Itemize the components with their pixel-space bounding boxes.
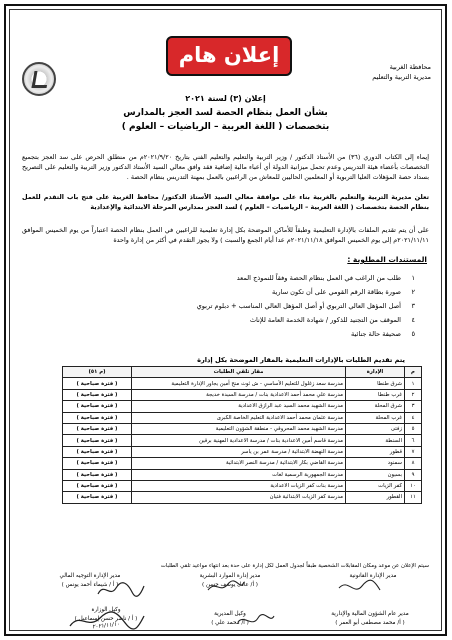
interview-notice: سيتم الإعلان عن موعد ومكان المقابلات الشخصية طبقاً لجدول العمل لكل إدارة على حدة بعد انتهاء مواعيد تلقي الطلبات (160, 563, 429, 569)
row-number: ٤ (405, 412, 422, 423)
row-note: ( فترة صباحية ) (63, 458, 132, 469)
table-row (63, 458, 422, 469)
row-number: ٢ (405, 389, 422, 400)
handwritten-signature-icon (66, 610, 146, 632)
table-header-row (63, 367, 422, 378)
requirement-item: ٥صحيفة حالة جنائية (351, 330, 415, 338)
row-administration: غرب المحلة (346, 412, 405, 423)
row-locations: مدرسة كفر الزيات الابتدائية فتيان (132, 492, 346, 503)
requirement-item: ٢صورة بطاقة الرقم القومي على أن تكون سارية (272, 288, 415, 296)
row-administration: غرب طنطا (346, 389, 405, 400)
signature-finance-admin: مدير عام الشؤون المالية والإدارية ( أ/ محمد مصطفى أبو العمر ) (331, 611, 409, 626)
requirements-list (35, 271, 415, 341)
row-locations: مدرسة الشهيد محمد المحروقي - منطقة الشؤون التعليمية (132, 423, 346, 434)
col-locations: مقار تلقي الطلبات (132, 367, 346, 378)
row-number: ١٠ (405, 480, 422, 491)
row-note: ( فترة صباحية ) (63, 412, 132, 423)
row-administration: السنطة (346, 435, 405, 446)
signature-hr: مدير إدارة الموارد البشرية ( أ/ عادل يوسف حسن ) (199, 573, 261, 588)
table-row (63, 469, 422, 480)
table-row (63, 389, 422, 400)
submission-locations-table (62, 366, 422, 504)
col-notes: (م ٥١) (63, 367, 132, 378)
announcement-specialties: بتخصصات ( اللغة العربية – الرياضيات – العلوم ) (121, 122, 330, 132)
row-number: ٩ (405, 469, 422, 480)
signature-finance-guidance: مدير الإدارة التوجيه المالي ( أ / شيماء أحمد يونس ) (59, 573, 121, 588)
directorate-label: مديرية التربية والتعليم (372, 73, 431, 81)
signature-deputy-directorate: وكيل المديرية ( أ/ محمد علي ) (211, 611, 249, 626)
handwritten-signature-icon (206, 578, 246, 596)
row-locations: مدرسة القاضي بكار الابتدائية / مدرسة النصر الابتدائية (132, 458, 346, 469)
row-administration: شرق طنطا (346, 378, 405, 389)
table-row (63, 423, 422, 434)
row-note: ( فترة صباحية ) (63, 435, 132, 446)
ministry-logo-icon (22, 62, 56, 96)
table-row (63, 401, 422, 412)
document-titles (66, 92, 385, 134)
row-locations: مدرسة الجمهورية الرسمية لغات (132, 469, 346, 480)
row-administration: بسيون (346, 469, 405, 480)
table-row (63, 378, 422, 389)
row-locations: مدرسة بنات كفر الزيات الاعدادية (132, 480, 346, 491)
table-row (63, 480, 422, 491)
paragraph-dates: على أن يتم تقديم الملفات بالإدارة التعليمية وطبقاً للأماكن الموضحة بكل إدارة تعليمية للراغبين في العمل بنظام الحصة اعتباراً من يوم الخميس الموافق ٢٠٢١/١١/١١م إلى يوم الخميس الموافق ٢٠٢١/١١/١٨م عدا أيام الجمع والسبت ) ولا يجوز التقدم في أكثر من إدارة واحدة (22, 226, 429, 244)
announcement-number: إعلان (٣) لسنة ٢٠٢١ (185, 94, 266, 103)
requirement-item: ٣أصل المؤهل العالي التربوي أو أصل المؤهل العالي المناسب + دبلوم تربوي (196, 302, 415, 310)
row-note: ( فترة صباحية ) (63, 389, 132, 400)
row-note: ( فترة صباحية ) (63, 423, 132, 434)
row-locations: مدرسة النهضة الابتدائية / مدرسة عمر بن ياسر (132, 446, 346, 457)
col-administration: الإدارة (346, 367, 405, 378)
requirement-item: ٤الموقف من التجنيد للذكور / شهادة الخدمة العامة للإناث (249, 316, 415, 324)
table-body (63, 378, 422, 503)
row-locations: مدرسة قاسم أمين الاعدادية بنات / مدرسة الاعدادية المهنية برقين (132, 435, 346, 446)
row-locations: مدرسة عثمان محمد أحمد الاعدادية التعليم الخاصة الكبرى (132, 412, 346, 423)
handwritten-date: ٢٠٢١/١١/١٠ (91, 621, 121, 631)
row-administration: كفر الزيات (346, 480, 405, 491)
row-administration: زفتى (346, 423, 405, 434)
table-row (63, 446, 422, 457)
row-locations: مدرسة الشهيد محمد السيد عبد الرازق الاعدادية (132, 401, 346, 412)
announcement-banner: إعلان هام (166, 36, 292, 76)
announcement-subject: بشأن العمل بنظام الحصة لسد العجز بالمدارس (123, 108, 328, 118)
document-page (4, 4, 447, 636)
row-administration: سمنود (346, 458, 405, 469)
row-note: ( فترة صباحية ) (63, 492, 132, 503)
signature-undersecretary: وكيل الوزارة ( أ / ناصر حسن إسماعيل ) (74, 607, 138, 622)
row-note: ( فترة صباحية ) (63, 401, 132, 412)
header-authority (372, 62, 431, 82)
row-note: ( فترة صباحية ) (63, 480, 132, 491)
row-note: ( فترة صباحية ) (63, 446, 132, 457)
table-row (63, 492, 422, 503)
requirements-title: المستندات المطلوبة : (347, 255, 427, 264)
handwritten-signature-icon (236, 612, 276, 630)
signature-legal: مدير الإدارة القانونية (349, 573, 397, 579)
row-number: ٧ (405, 446, 422, 457)
handwritten-signature-icon (96, 580, 146, 600)
row-number: ١١ (405, 492, 422, 503)
table-row (63, 435, 422, 446)
row-number: ٣ (405, 401, 422, 412)
table-row (63, 412, 422, 423)
requirement-item: ١طلب من الراغب في العمل بنظام الحصة وفقاً للنموذج المعد (236, 274, 415, 282)
row-administration: شرق المحلة (346, 401, 405, 412)
governorate-label: محافظة الغربية (389, 63, 431, 71)
table-title: يتم تقديم الطلبات بالإدارات التعليمية بالمقار الموضحة بكل إدارة (197, 356, 405, 364)
row-number: ٨ (405, 458, 422, 469)
row-number: ٦ (405, 435, 422, 446)
row-number: ٥ (405, 423, 422, 434)
row-locations: مدرسة علي محمد أحمد الاعدادية بنات / مدرسة السيدة خديجة (132, 389, 346, 400)
paragraph-announcement: تعلن مديرية التربية والتعليم بالغربية بناء على موافقة معالي السيد الأستاذ الدكتور/ محافظ الغربية على فتح باب التقدم للعمل بنظام الحصة بتخصصات ( اللغة العربية – الرياضيات – العلوم ) لسد العجز بمدارس المرحلة الابتدائية والإعدادية (22, 193, 429, 211)
row-administration: قطور (346, 446, 405, 457)
handwritten-signature-icon (336, 578, 382, 596)
row-locations: مدرسة سعد زغلول للتعليم الأساسي - ش ثوث منح أمين يجاور الإدارة التعليمية (132, 378, 346, 389)
row-note: ( فترة صباحية ) (63, 469, 132, 480)
paragraph-intro: إيماء إلى الكتاب الدوري (٣٦) من الأستاذ الدكتور / وزير التربية والتعليم والتعليم الفني بتاريخ ٢٠٢١/٩/٢٠م من منطلق الحرص على سد العجز بتجميع التخصصات بأعضاء هيئة التدريس وعدم تحمل ميزانية الدولة أي أعباء مالية إضافية فقد وافق معالي السيد الأستاذ الدكتور وزير التربية والتعليم على التصريح بسداد حصة المؤهلات العليا التربوية أو المعلمين الحاليين للمعاش من الراغبين بالعمل بمهنة التدريس بنظام الحصة . (22, 153, 429, 181)
row-note: ( فترة صباحية ) (63, 378, 132, 389)
col-number: م (405, 367, 422, 378)
row-administration: القطور (346, 492, 405, 503)
row-number: ١ (405, 378, 422, 389)
